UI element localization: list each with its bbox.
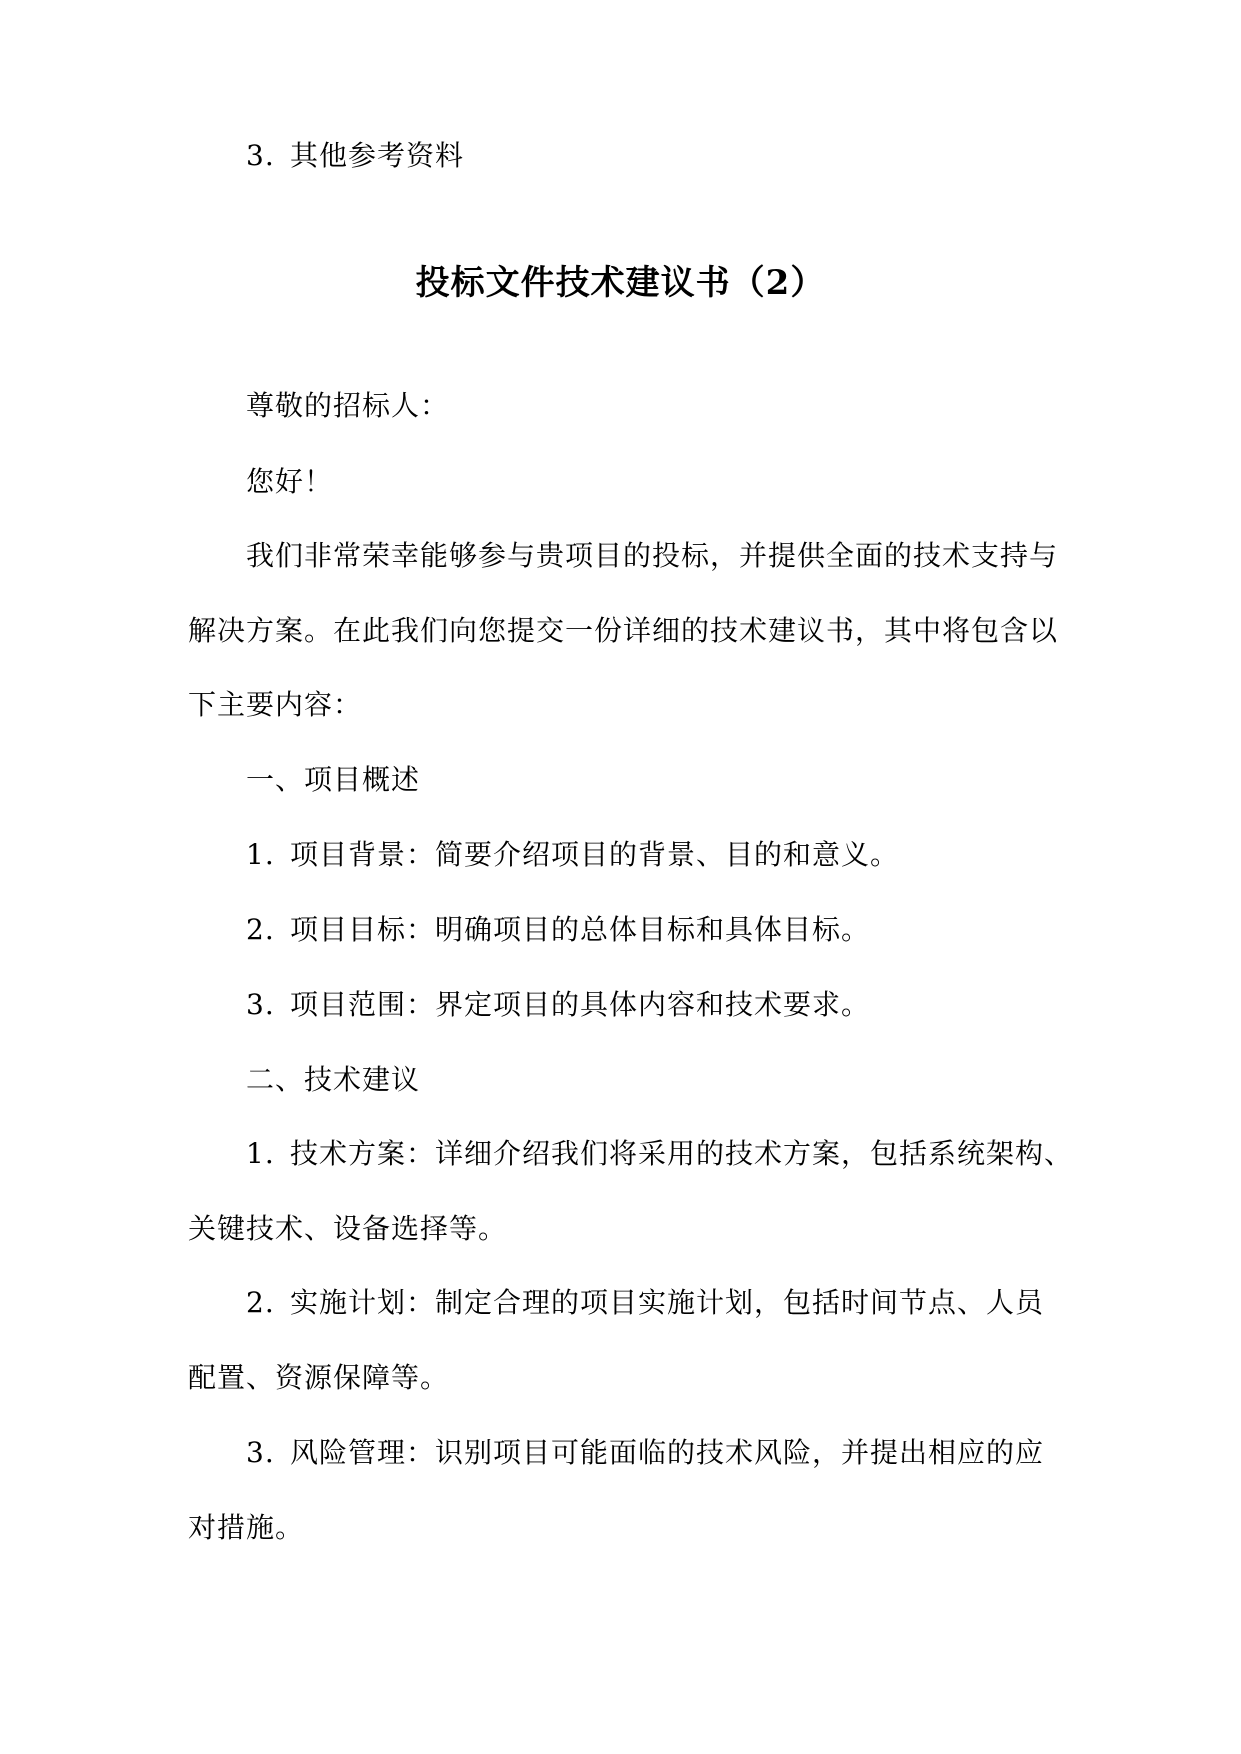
paragraph-line: 我们非常荣幸能够参与贵项目的投标，并提供全面的技术支持与: [246, 539, 1059, 572]
list-item: [246, 913, 870, 947]
list-item: [246, 838, 899, 872]
list-number: 2.: [246, 913, 275, 946]
paragraph-line: 下主要内容：: [188, 688, 363, 721]
list-item: [246, 1137, 1073, 1171]
list-text: 技术方案：详细介绍我们将采用的技术方案，包括系统架构、: [290, 1137, 1074, 1170]
list-item: [246, 1436, 1044, 1470]
list-number: 3.: [246, 1436, 275, 1469]
list-item: [246, 1286, 1044, 1320]
section-heading: 二、技术建议: [246, 1063, 421, 1096]
list-number: 3.: [246, 988, 275, 1021]
list-number: 2.: [246, 1286, 275, 1319]
list-text: 项目目标：明确项目的总体目标和具体目标。: [290, 913, 871, 946]
salutation: 尊敬的招标人：: [246, 389, 450, 422]
list-text: 项目背景：简要介绍项目的背景、目的和意义。: [290, 838, 900, 871]
list-number: 3.: [246, 139, 275, 172]
list-text: 风险管理：识别项目可能面临的技术风险，并提出相应的应: [290, 1436, 1045, 1469]
list-text: 项目范围：界定项目的具体内容和技术要求。: [290, 988, 871, 1021]
list-item: [246, 988, 870, 1022]
list-item: [246, 139, 464, 173]
document-title: 投标文件技术建议书（2）: [415, 263, 826, 303]
section-heading: 一、项目概述: [246, 763, 421, 796]
list-item-continuation: 关键技术、设备选择等。: [188, 1212, 508, 1245]
list-item-continuation: 配置、资源保障等。: [188, 1361, 450, 1394]
paragraph-line: 解决方案。在此我们向您提交一份详细的技术建议书，其中将包含以: [188, 614, 1059, 647]
list-number: 1.: [246, 838, 275, 871]
greeting: 您好！: [246, 465, 334, 498]
list-item-continuation: 对措施。: [188, 1511, 305, 1544]
list-number: 1.: [246, 1137, 275, 1170]
list-text: 实施计划：制定合理的项目实施计划，包括时间节点、人员: [290, 1286, 1045, 1319]
list-text: 其他参考资料: [290, 139, 465, 172]
